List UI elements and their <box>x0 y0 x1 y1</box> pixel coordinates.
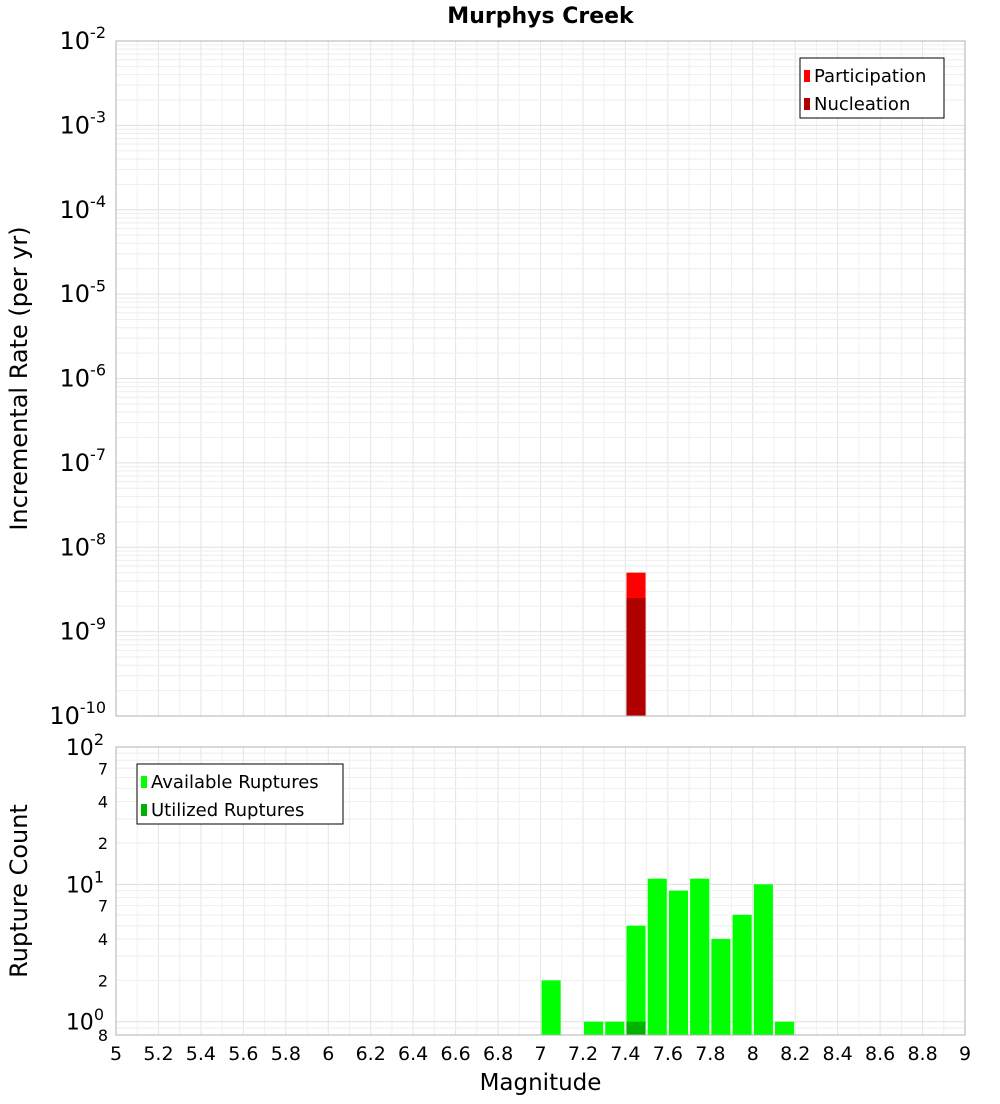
y-tick-label: 4 <box>97 792 108 812</box>
y-tick-label: $10^{-6}$ <box>59 360 106 393</box>
x-tick-label: 6.4 <box>398 1043 429 1065</box>
bar <box>690 879 709 1035</box>
y-tick-label: $10^0$ <box>65 1004 104 1036</box>
legend-label: Participation <box>814 66 927 87</box>
x-tick-label: 7.4 <box>610 1043 641 1065</box>
y-axis-label: Incremental Rate (per yr) <box>5 226 33 531</box>
x-tick-label: 6 <box>322 1043 335 1065</box>
y-tick-label: 7 <box>97 896 108 916</box>
legend-swatch <box>804 70 810 82</box>
y-tick-label: 7 <box>97 759 108 779</box>
x-tick-label: 8 <box>746 1043 759 1065</box>
x-tick-label: 6.6 <box>440 1043 471 1065</box>
legend <box>137 764 343 824</box>
x-tick-label: 5.6 <box>228 1043 259 1065</box>
bar <box>648 879 667 1035</box>
y-tick-label: $10^{-8}$ <box>59 529 106 562</box>
rate-panel <box>5 23 965 730</box>
y-tick-label: $10^2$ <box>65 730 104 761</box>
y-tick-label: 2 <box>97 971 108 991</box>
count-panel <box>5 730 965 1045</box>
x-tick-label: 7 <box>534 1043 547 1065</box>
x-tick-labels <box>110 1043 971 1065</box>
x-tick-label: 7.2 <box>567 1043 599 1065</box>
bar <box>775 1022 794 1035</box>
y-tick-label: $10^{-4}$ <box>59 191 106 224</box>
y-tick-labels <box>66 730 108 1045</box>
series-nucleation <box>626 598 645 716</box>
x-tick-label: 5.8 <box>270 1043 301 1065</box>
x-tick-label: 7.8 <box>695 1043 726 1065</box>
bar <box>605 1022 624 1035</box>
x-tick-label: 6.2 <box>355 1043 386 1065</box>
y-tick-label: $10^1$ <box>65 867 104 899</box>
bar <box>711 939 730 1035</box>
y-tick-label: $10^{-7}$ <box>59 445 106 477</box>
chart-title: Murphys Creek <box>447 4 634 29</box>
legend <box>800 58 944 118</box>
y-tick-label: 4 <box>97 930 108 949</box>
bar <box>754 884 773 1035</box>
y-tick-label: $10^{-9}$ <box>59 613 106 646</box>
legend-swatch <box>141 804 147 816</box>
series-utilized-ruptures <box>626 1022 645 1035</box>
x-tick-label: 6.8 <box>482 1043 514 1065</box>
y-tick-label: $10^{-5}$ <box>59 276 106 309</box>
bar <box>626 926 645 1035</box>
x-tick-label: 8.8 <box>907 1043 938 1065</box>
legend-swatch <box>141 776 147 788</box>
x-tick-label: 8.4 <box>822 1043 853 1065</box>
y-tick-label: $10^{-3}$ <box>59 107 106 140</box>
legend-label: Available Ruptures <box>151 772 319 793</box>
y-tick-label: 8 <box>97 1026 108 1045</box>
bar <box>626 1022 645 1035</box>
y-tick-label: $10^{-2}$ <box>59 23 106 55</box>
x-tick-label: 5.2 <box>143 1043 174 1065</box>
x-tick-label: 5 <box>109 1043 123 1065</box>
x-axis-label: Magnitude <box>479 1070 602 1096</box>
y-tick-labels <box>49 23 106 730</box>
x-tick-label: 8.6 <box>864 1043 896 1065</box>
legend-swatch <box>804 98 810 110</box>
y-axis-label: Rupture Count <box>5 804 33 978</box>
legend-label: Utilized Ruptures <box>151 800 305 821</box>
y-tick-label: 2 <box>97 834 108 853</box>
bar <box>542 980 561 1035</box>
x-tick-label: 5.4 <box>185 1043 217 1065</box>
y-tick-label: $10^{-10}$ <box>49 698 106 730</box>
x-tick-label: 9 <box>958 1043 972 1065</box>
legend-label: Nucleation <box>814 94 911 115</box>
x-tick-label: 7.6 <box>652 1043 683 1065</box>
bar <box>584 1022 603 1035</box>
bar <box>626 598 645 716</box>
x-tick-label: 8.2 <box>780 1043 811 1065</box>
bar <box>733 915 752 1035</box>
bar <box>669 891 688 1035</box>
